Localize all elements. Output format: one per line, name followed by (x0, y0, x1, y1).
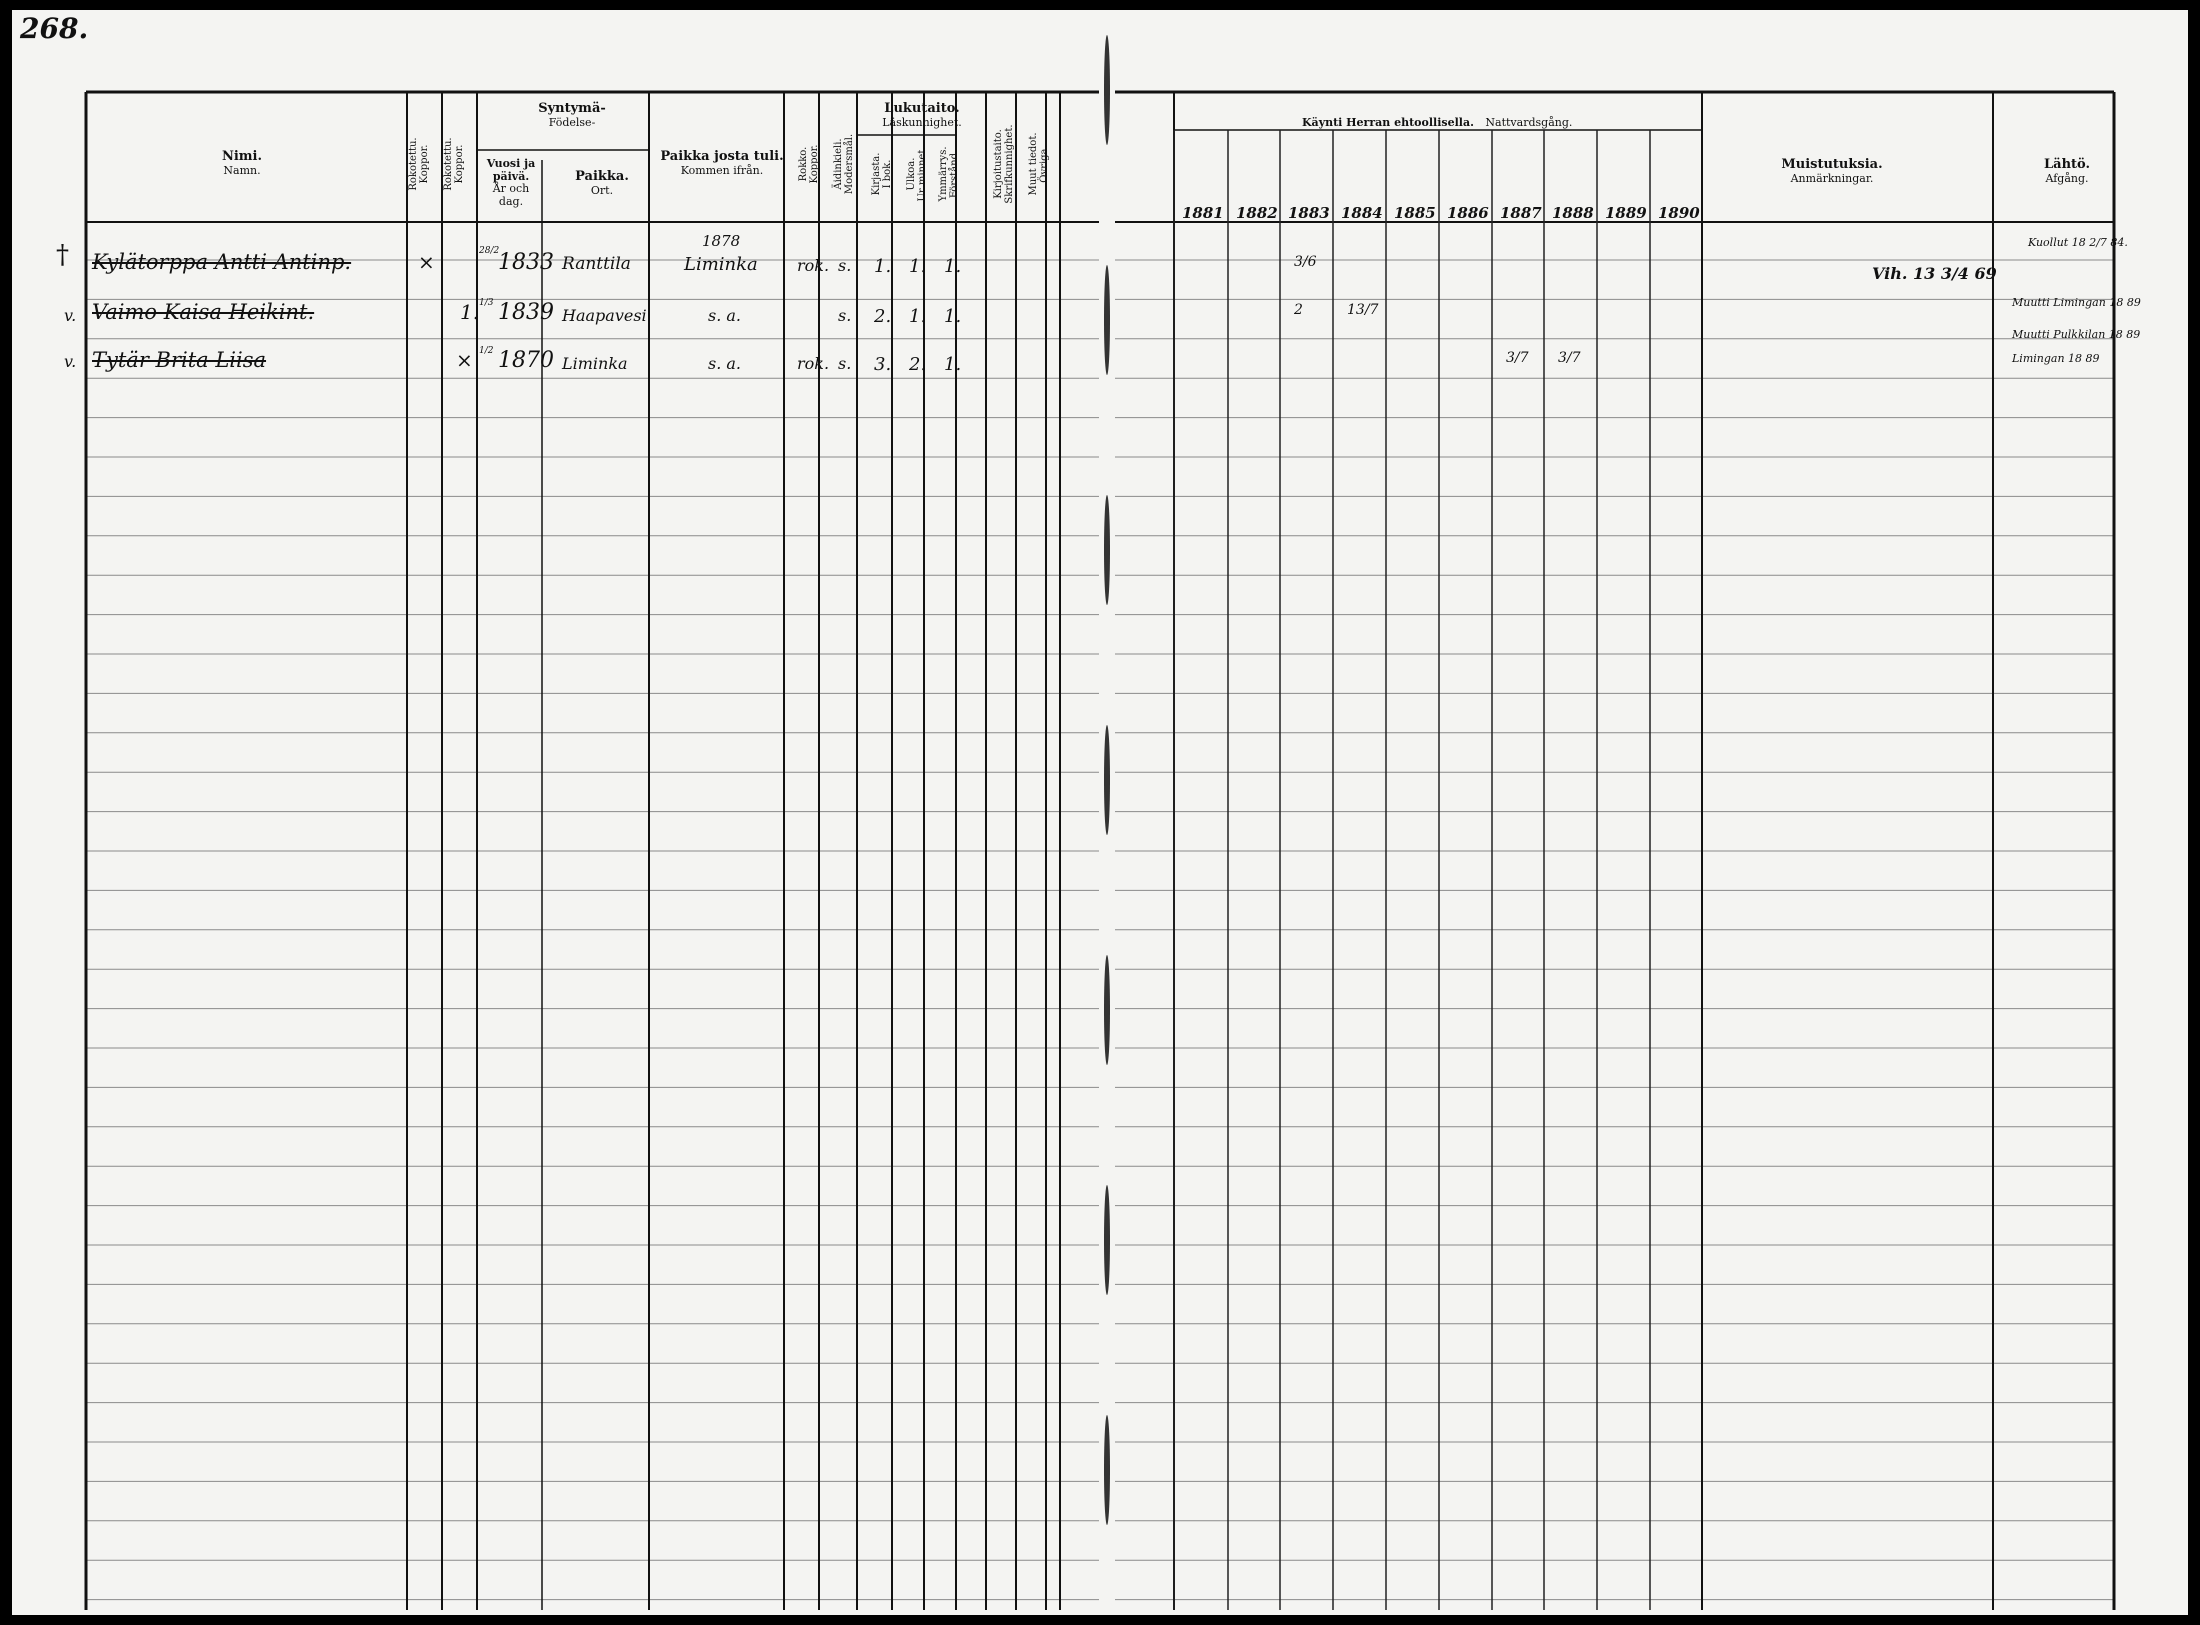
header-other-fi: Muut tiedot. (1028, 132, 1039, 196)
header-birth-group (482, 102, 662, 130)
header-mother-tongue-sv: Modersmål. (844, 133, 855, 195)
header-birth-group-sv: Födelse- (548, 115, 596, 129)
row-mark: v. (64, 352, 77, 371)
year-header: 1883 (1288, 204, 1330, 222)
header-luther (938, 139, 966, 209)
departure-entry: Kuollut 18 2/7 84. (2028, 236, 2128, 249)
header-vaccinated-sv: Koppor. (809, 144, 820, 184)
register-sheet (12, 10, 2188, 1615)
row-moved-from: s. a. (708, 354, 742, 373)
row-vaccinated: rok. (797, 256, 830, 275)
header-name-fi: Nimi. (221, 149, 263, 164)
row-moved-from: Liminka (684, 254, 758, 275)
header-writing (993, 119, 1021, 209)
row-birth-day: 1/3 (479, 298, 494, 308)
year-header: 1888 (1552, 204, 1594, 222)
row-c1: 2. (874, 306, 892, 327)
header-writing-sv: Skrifkunnighet. (1004, 124, 1015, 204)
communion-title-sv: Nattvardsgång. (1485, 116, 1573, 129)
header-birth-place-fi: Paikka. (575, 169, 629, 184)
row-c3: 1. (944, 354, 962, 375)
row-birth-day: 28/2 (479, 246, 500, 256)
row-kaste: 1. (460, 300, 480, 324)
row-mark: v. (64, 306, 77, 325)
header-kaste-fi: Rokotettu. (408, 137, 419, 191)
header-birth-group-fi: Syntymä- (538, 101, 606, 116)
header-luther-sv: Förstånd. (949, 149, 960, 199)
year-header: 1885 (1394, 204, 1436, 222)
row-birth-place: Liminka (562, 354, 628, 373)
header-rokotus (443, 124, 471, 204)
year-header: 1887 (1500, 204, 1542, 222)
row-vaccinated: rok. (797, 354, 830, 373)
year-header: 1884 (1341, 204, 1383, 222)
row-birth-place: Haapavesi (562, 306, 647, 325)
communion-mark: 13/7 (1347, 302, 1379, 318)
header-read-book-sv: I bok. (882, 159, 893, 189)
row-c2: 1. (909, 256, 927, 277)
header-mother-tongue-fi: Äidinkieli. (833, 138, 844, 190)
header-luther-fi: Ymmärrys. (938, 146, 949, 202)
departure-entry: Limingan 18 89 (2012, 352, 2100, 365)
header-other (1028, 119, 1056, 209)
header-moved-from (652, 150, 792, 178)
header-kaste-sv: Koppor. (419, 144, 430, 184)
departure-entry: Muutti Pulkkilan 18 89 (2012, 328, 2141, 341)
year-header: 1882 (1236, 204, 1278, 222)
header-reading-group (867, 102, 977, 130)
row-mark: † (56, 240, 69, 270)
row-c3: 1. (944, 306, 962, 327)
year-header: 1886 (1447, 204, 1489, 222)
header-reading-group-sv: Läskunnighet. (882, 115, 962, 129)
header-reading-group-fi: Lukutaito. (884, 101, 960, 116)
row-name: Tytär Brita Liisa (92, 348, 267, 372)
remark-entry: Vih. 13 3/4 69 (1872, 264, 1997, 283)
header-mother-tongue (833, 124, 861, 204)
header-read-memory (906, 139, 934, 209)
departure-header-fi: Lähtö. (2044, 157, 2090, 172)
departure-entry: Muutti Limingan 18 89 (2012, 296, 2141, 309)
header-read-book-fi: Kirjasta. (871, 152, 882, 196)
row-birth-date: 1839 (498, 300, 554, 325)
communion-mark: 2 (1294, 302, 1303, 318)
binding-stitch (1104, 265, 1110, 375)
remarks-header-fi: Muistutuksia. (1781, 157, 1883, 172)
binding-stitch (1104, 1185, 1110, 1295)
row-tongue: s. (838, 306, 852, 325)
binding-stitch (1104, 725, 1110, 835)
header-birth-date-fi: Vuosi ja päivä. (486, 157, 536, 183)
header-writing-fi: Kirjoitustaito. (993, 129, 1004, 199)
remarks-header (1752, 158, 1912, 186)
row-birth-day: 1/2 (479, 346, 494, 356)
header-name (172, 150, 312, 178)
row-birth-place: Ranttila (562, 254, 631, 274)
header-other-sv: Övriga. (1039, 145, 1050, 183)
departure-header (2012, 158, 2122, 186)
header-name-sv: Namn. (223, 163, 261, 177)
year-header: 1889 (1605, 204, 1647, 222)
communion-mark: 3/7 (1506, 350, 1529, 366)
communion-title-fi: Käynti Herran ehtoollisella. (1302, 116, 1474, 129)
binding-stitch (1104, 955, 1110, 1065)
year-header: 1890 (1658, 204, 1700, 222)
row-name: Kylätorppa Antti Antinp. (92, 250, 352, 274)
departure-header-sv: Afgång. (2045, 171, 2089, 185)
row-moved-year: 1878 (702, 232, 741, 250)
communion-title (1302, 116, 1572, 129)
row-moved-from: s. a. (708, 306, 742, 325)
header-rokotus-fi: Rokotettu. (443, 137, 454, 191)
header-birth-place (552, 170, 652, 198)
binding-stitch (1104, 1415, 1110, 1525)
row-tongue: s. (838, 354, 852, 373)
row-tongue: s. (838, 256, 852, 275)
header-read-memory-sv: Ur minnet. (917, 146, 928, 202)
communion-mark: 3/7 (1558, 350, 1581, 366)
communion-mark: 3/6 (1294, 254, 1317, 270)
binding-stitch (1104, 495, 1110, 605)
header-kaste (408, 124, 436, 204)
row-c2: 1. (909, 306, 927, 327)
header-birth-date-sv: År och dag. (492, 182, 530, 208)
header-read-book (871, 139, 899, 209)
remarks-header-sv: Anmärkningar. (1790, 171, 1874, 185)
row-name: Vaimo Kaisa Heikint. (92, 300, 315, 324)
year-header: 1881 (1182, 204, 1224, 222)
row-c1: 3. (874, 354, 892, 375)
header-vaccinated (798, 124, 826, 204)
page-number: 268. (20, 12, 89, 45)
binding-stitch (1104, 35, 1110, 145)
header-moved-from-fi: Paikka josta tuli. (660, 149, 784, 164)
header-moved-from-sv: Kommen ifrån. (680, 163, 764, 177)
row-birth-date: 1833 (498, 250, 554, 275)
row-kaste: × (418, 250, 435, 274)
row-c2: 2. (909, 354, 927, 375)
row-kaste: × (456, 348, 473, 372)
header-rokotus-sv: Koppor. (454, 144, 465, 184)
row-birth-date: 1870 (498, 348, 554, 373)
header-birth-date (480, 158, 542, 209)
header-vaccinated-fi: Rokko. (798, 146, 809, 182)
header-read-memory-fi: Ulkoa. (906, 157, 917, 191)
header-birth-place-sv: Ort. (590, 183, 614, 197)
row-c1: 1. (874, 256, 892, 277)
row-c3: 1. (944, 256, 962, 277)
